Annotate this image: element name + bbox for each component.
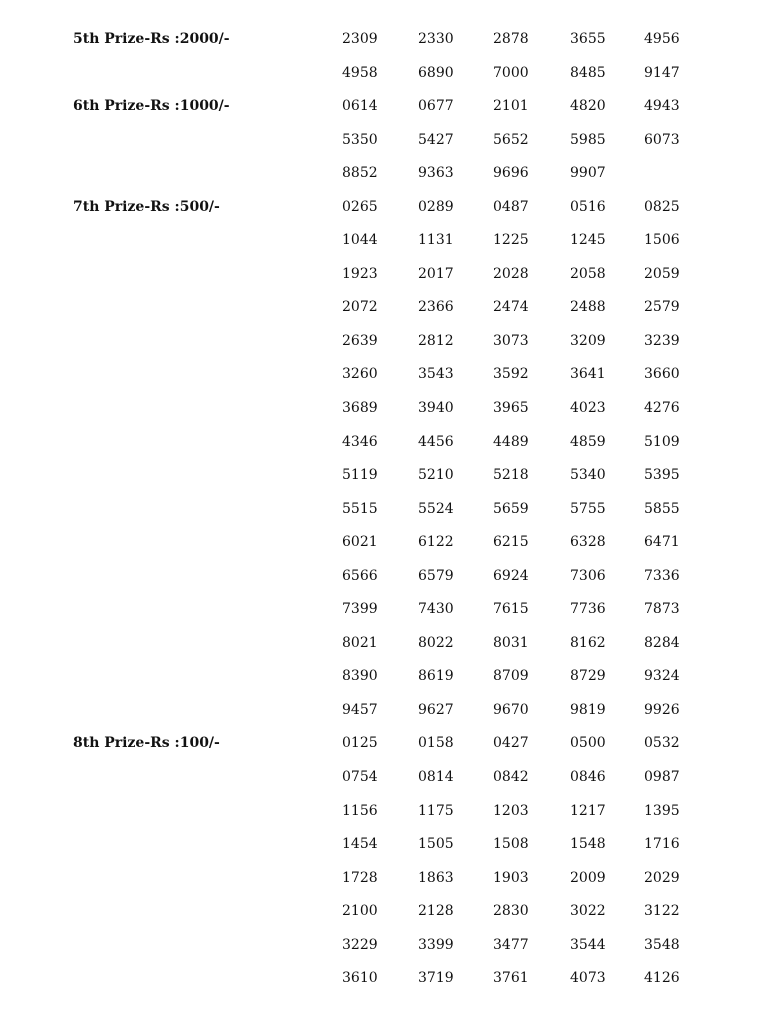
prize-number-row bbox=[0, 22, 759, 56]
winning-number: 3610 bbox=[342, 970, 378, 987]
winning-number: 6122 bbox=[418, 534, 454, 551]
winning-number: 2330 bbox=[418, 31, 454, 47]
winning-number: 5350 bbox=[342, 131, 378, 148]
winning-number: 1728 bbox=[342, 869, 378, 886]
winning-number: 3689 bbox=[342, 400, 378, 417]
winning-number: 0289 bbox=[418, 198, 454, 215]
winning-number: 6471 bbox=[644, 534, 680, 551]
winning-number: 6890 bbox=[418, 64, 454, 81]
winning-number: 4456 bbox=[418, 433, 454, 450]
winning-number: 0500 bbox=[570, 735, 606, 752]
winning-number: 9457 bbox=[342, 701, 378, 718]
winning-number: 7873 bbox=[644, 601, 680, 618]
prize-number-row bbox=[0, 458, 759, 492]
prize-number-row bbox=[0, 257, 759, 291]
prize-number-row bbox=[0, 894, 759, 928]
prize-tier-label: 8th Prize-Rs :100/- bbox=[73, 735, 220, 752]
winning-number: 6924 bbox=[493, 567, 529, 584]
winning-number: 2639 bbox=[342, 332, 378, 349]
prize-number-row bbox=[0, 592, 759, 626]
winning-number: 7736 bbox=[570, 601, 606, 618]
prize-results bbox=[0, 22, 759, 995]
winning-number: 7306 bbox=[570, 567, 606, 584]
winning-number: 0427 bbox=[493, 735, 529, 752]
prize-number-row bbox=[0, 961, 759, 995]
winning-number: 1505 bbox=[418, 836, 454, 853]
prize-number-row bbox=[0, 659, 759, 693]
winning-number: 4943 bbox=[644, 98, 680, 115]
winning-number: 1903 bbox=[493, 869, 529, 886]
winning-number: 8284 bbox=[644, 634, 680, 651]
prize-number-row bbox=[0, 290, 759, 324]
winning-number: 0814 bbox=[418, 769, 454, 786]
winning-number: 6579 bbox=[418, 567, 454, 584]
winning-number: 9627 bbox=[418, 701, 454, 718]
winning-number: 4346 bbox=[342, 433, 378, 450]
winning-number: 1548 bbox=[570, 836, 606, 853]
winning-number: 0842 bbox=[493, 769, 529, 786]
winning-number: 8852 bbox=[342, 165, 378, 182]
winning-number: 3022 bbox=[570, 903, 606, 920]
winning-number: 7430 bbox=[418, 601, 454, 618]
winning-number: 5109 bbox=[644, 433, 680, 450]
prize-number-row bbox=[0, 391, 759, 425]
winning-number: 1863 bbox=[418, 869, 454, 886]
prize-tier-label: 7th Prize-Rs :500/- bbox=[73, 198, 220, 215]
winning-number: 2366 bbox=[418, 299, 454, 316]
winning-number: 9907 bbox=[570, 165, 606, 182]
prize-number-row bbox=[0, 190, 759, 224]
winning-number: 2028 bbox=[493, 265, 529, 282]
winning-number: 4958 bbox=[342, 64, 378, 81]
winning-number: 8031 bbox=[493, 634, 529, 651]
winning-number: 3229 bbox=[342, 936, 378, 953]
winning-number: 8390 bbox=[342, 668, 378, 685]
winning-number: 5340 bbox=[570, 467, 606, 484]
winning-number: 3399 bbox=[418, 936, 454, 953]
winning-number: 8021 bbox=[342, 634, 378, 651]
prize-number-row bbox=[0, 861, 759, 895]
winning-number: 0516 bbox=[570, 198, 606, 215]
winning-number: 6566 bbox=[342, 567, 378, 584]
prize-number-row bbox=[0, 726, 759, 760]
winning-number: 8022 bbox=[418, 634, 454, 651]
winning-number: 3965 bbox=[493, 400, 529, 417]
winning-number: 8162 bbox=[570, 634, 606, 651]
winning-number: 5652 bbox=[493, 131, 529, 148]
winning-number: 1175 bbox=[418, 802, 454, 819]
winning-number: 4820 bbox=[570, 98, 606, 115]
winning-number: 0487 bbox=[493, 198, 529, 215]
winning-number: 1923 bbox=[342, 265, 378, 282]
winning-number: 9696 bbox=[493, 165, 529, 182]
winning-number: 3122 bbox=[644, 903, 680, 920]
winning-number: 1131 bbox=[418, 232, 454, 249]
prize-number-row bbox=[0, 56, 759, 90]
winning-number: 4859 bbox=[570, 433, 606, 450]
prize-number-row bbox=[0, 626, 759, 660]
prize-number-row bbox=[0, 223, 759, 257]
winning-number: 3592 bbox=[493, 366, 529, 383]
winning-number: 2017 bbox=[418, 265, 454, 282]
winning-number: 2309 bbox=[342, 31, 378, 47]
winning-number: 2072 bbox=[342, 299, 378, 316]
prize-number-row bbox=[0, 794, 759, 828]
winning-number: 2474 bbox=[493, 299, 529, 316]
prize-tier-label: 5th Prize-Rs :2000/- bbox=[73, 31, 230, 47]
prize-number-row bbox=[0, 156, 759, 190]
winning-number: 3655 bbox=[570, 31, 606, 47]
winning-number: 0532 bbox=[644, 735, 680, 752]
prize-number-row bbox=[0, 760, 759, 794]
prize-number-row bbox=[0, 123, 759, 157]
winning-number: 3544 bbox=[570, 936, 606, 953]
winning-number: 1454 bbox=[342, 836, 378, 853]
winning-number: 3209 bbox=[570, 332, 606, 349]
winning-number: 3477 bbox=[493, 936, 529, 953]
winning-number: 9147 bbox=[644, 64, 680, 81]
winning-number: 1156 bbox=[342, 802, 378, 819]
winning-number: 1716 bbox=[644, 836, 680, 853]
winning-number: 2812 bbox=[418, 332, 454, 349]
winning-number: 3719 bbox=[418, 970, 454, 987]
winning-number: 5524 bbox=[418, 500, 454, 517]
winning-number: 1395 bbox=[644, 802, 680, 819]
winning-number: 9819 bbox=[570, 701, 606, 718]
winning-number: 3260 bbox=[342, 366, 378, 383]
winning-number: 3543 bbox=[418, 366, 454, 383]
winning-number: 1225 bbox=[493, 232, 529, 249]
prize-number-row bbox=[0, 89, 759, 123]
winning-number: 0754 bbox=[342, 769, 378, 786]
winning-number: 2059 bbox=[644, 265, 680, 282]
prize-number-row bbox=[0, 928, 759, 962]
winning-number: 2830 bbox=[493, 903, 529, 920]
prize-number-row bbox=[0, 492, 759, 526]
winning-number: 2579 bbox=[644, 299, 680, 316]
winning-number: 2058 bbox=[570, 265, 606, 282]
winning-number: 2100 bbox=[342, 903, 378, 920]
winning-number: 0158 bbox=[418, 735, 454, 752]
prize-number-row bbox=[0, 324, 759, 358]
winning-number: 2488 bbox=[570, 299, 606, 316]
winning-number: 1506 bbox=[644, 232, 680, 249]
prize-number-row bbox=[0, 525, 759, 559]
winning-number: 0614 bbox=[342, 98, 378, 115]
winning-number: 7336 bbox=[644, 567, 680, 584]
winning-number: 8709 bbox=[493, 668, 529, 685]
prize-number-row bbox=[0, 357, 759, 391]
winning-number: 7000 bbox=[493, 64, 529, 81]
winning-number: 1203 bbox=[493, 802, 529, 819]
winning-number: 0987 bbox=[644, 769, 680, 786]
winning-number: 4276 bbox=[644, 400, 680, 417]
winning-number: 5210 bbox=[418, 467, 454, 484]
winning-number: 1508 bbox=[493, 836, 529, 853]
winning-number: 5855 bbox=[644, 500, 680, 517]
winning-number: 9324 bbox=[644, 668, 680, 685]
winning-number: 1217 bbox=[570, 802, 606, 819]
winning-number: 4126 bbox=[644, 970, 680, 987]
winning-number: 3940 bbox=[418, 400, 454, 417]
winning-number: 3641 bbox=[570, 366, 606, 383]
winning-number: 8729 bbox=[570, 668, 606, 685]
winning-number: 8485 bbox=[570, 64, 606, 81]
winning-number: 0265 bbox=[342, 198, 378, 215]
winning-number: 3660 bbox=[644, 366, 680, 383]
winning-number: 9363 bbox=[418, 165, 454, 182]
winning-number: 6021 bbox=[342, 534, 378, 551]
winning-number: 7399 bbox=[342, 601, 378, 618]
winning-number: 2101 bbox=[493, 98, 529, 115]
winning-number: 6328 bbox=[570, 534, 606, 551]
prize-number-row bbox=[0, 827, 759, 861]
winning-number: 5427 bbox=[418, 131, 454, 148]
winning-number: 1245 bbox=[570, 232, 606, 249]
winning-number: 3761 bbox=[493, 970, 529, 987]
winning-number: 5218 bbox=[493, 467, 529, 484]
winning-number: 3073 bbox=[493, 332, 529, 349]
winning-number: 7615 bbox=[493, 601, 529, 618]
winning-number: 6073 bbox=[644, 131, 680, 148]
winning-number: 0846 bbox=[570, 769, 606, 786]
winning-number: 0825 bbox=[644, 198, 680, 215]
winning-number: 4489 bbox=[493, 433, 529, 450]
prize-tier-label: 6th Prize-Rs :1000/- bbox=[73, 98, 230, 115]
winning-number: 4956 bbox=[644, 31, 680, 47]
winning-number: 8619 bbox=[418, 668, 454, 685]
winning-number: 4073 bbox=[570, 970, 606, 987]
winning-number: 5395 bbox=[644, 467, 680, 484]
winning-number: 3239 bbox=[644, 332, 680, 349]
winning-number: 5985 bbox=[570, 131, 606, 148]
winning-number: 2128 bbox=[418, 903, 454, 920]
winning-number: 9670 bbox=[493, 701, 529, 718]
winning-number: 0125 bbox=[342, 735, 378, 752]
winning-number: 2009 bbox=[570, 869, 606, 886]
winning-number: 1044 bbox=[342, 232, 378, 249]
winning-number: 9926 bbox=[644, 701, 680, 718]
winning-number: 5119 bbox=[342, 467, 378, 484]
winning-number: 0677 bbox=[418, 98, 454, 115]
prize-number-row bbox=[0, 425, 759, 459]
winning-number: 5755 bbox=[570, 500, 606, 517]
prize-number-row bbox=[0, 693, 759, 727]
prize-number-row bbox=[0, 559, 759, 593]
winning-number: 6215 bbox=[493, 534, 529, 551]
winning-number: 5515 bbox=[342, 500, 378, 517]
winning-number: 4023 bbox=[570, 400, 606, 417]
winning-number: 2029 bbox=[644, 869, 680, 886]
winning-number: 5659 bbox=[493, 500, 529, 517]
winning-number: 2878 bbox=[493, 31, 529, 47]
winning-number: 3548 bbox=[644, 936, 680, 953]
